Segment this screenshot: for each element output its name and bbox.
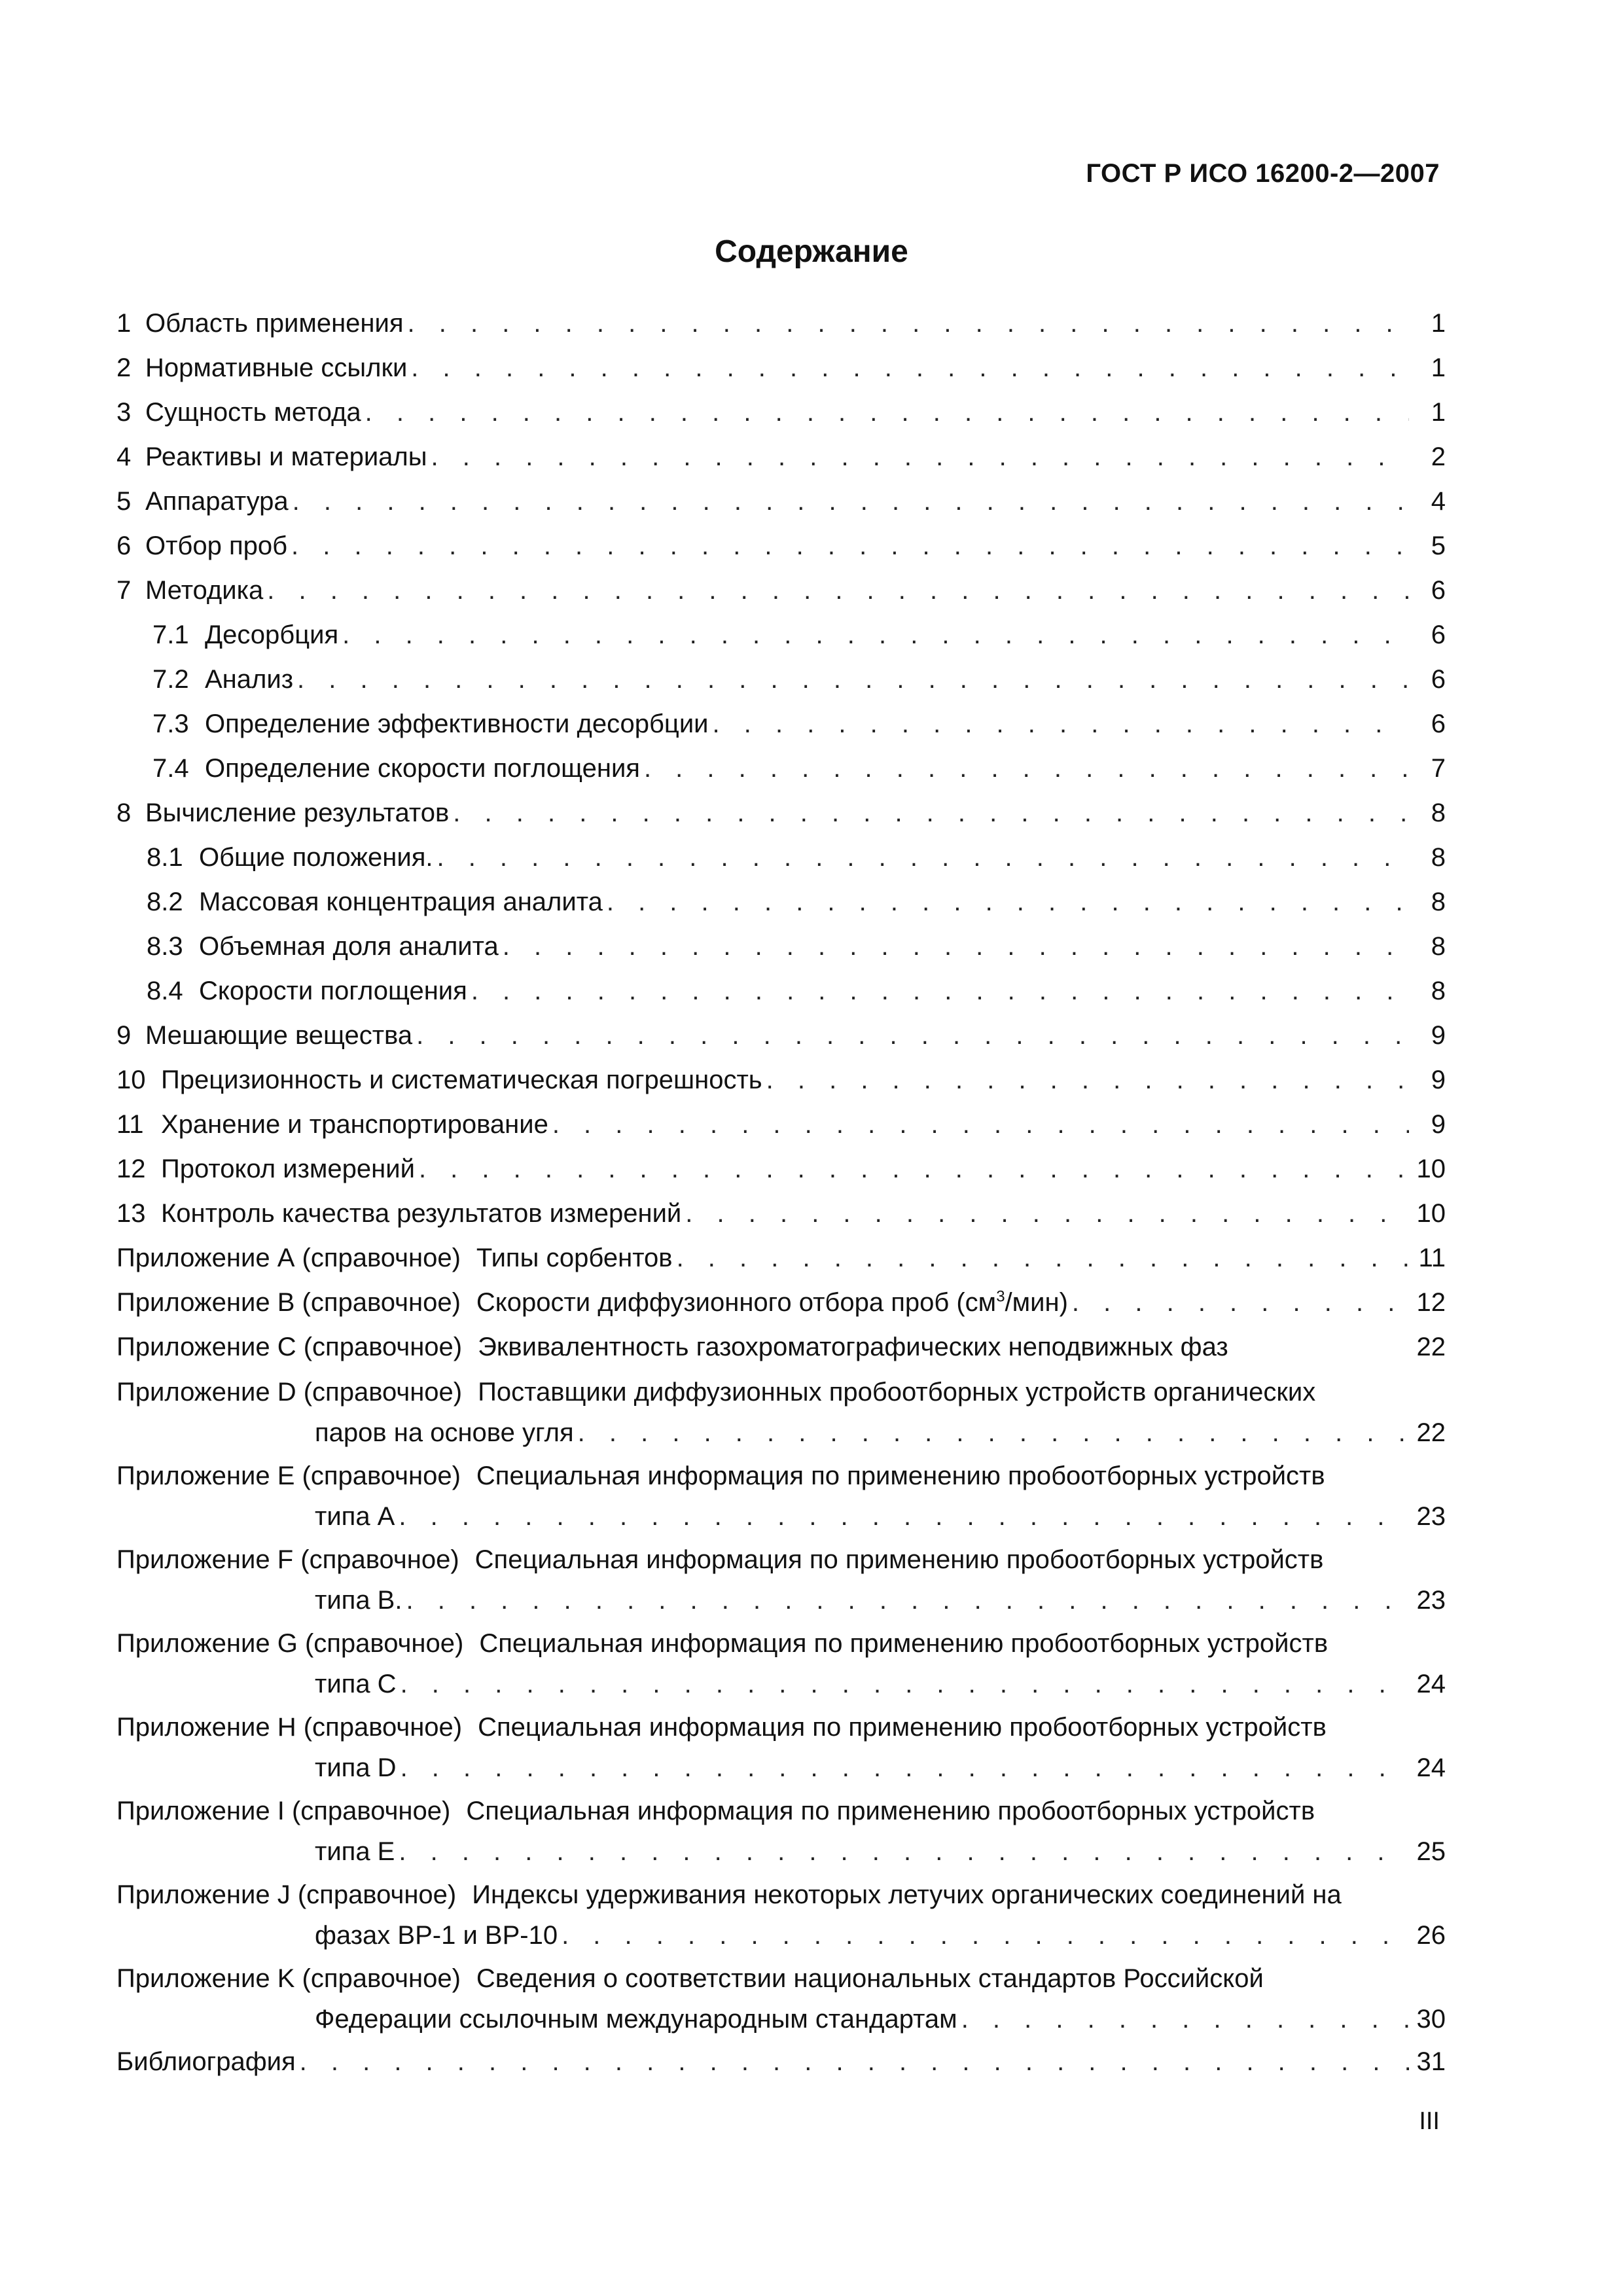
toc-item-title: Скорости поглощения bbox=[199, 977, 467, 1005]
toc-item-number: 7 bbox=[116, 576, 132, 605]
annex-page: 23 bbox=[1416, 1586, 1446, 1615]
toc-item-5[interactable] bbox=[116, 479, 1446, 524]
toc-item-title: Определение эффективности десорбции bbox=[205, 709, 709, 738]
toc-annex-c[interactable] bbox=[116, 1325, 1446, 1369]
toc-item-number: 9 bbox=[116, 1021, 132, 1050]
toc-leader bbox=[713, 708, 1409, 740]
toc-leader bbox=[471, 975, 1409, 1007]
annex-label: Приложение В (справочное) bbox=[116, 1288, 461, 1317]
toc-annex-j[interactable] bbox=[116, 1874, 1446, 1956]
annex-title: Эквивалентность газохроматографических неподвижных фаз bbox=[478, 1333, 1228, 1361]
toc-item-8-2[interactable] bbox=[116, 880, 1446, 924]
toc-annex-k[interactable] bbox=[116, 1958, 1446, 2039]
document-code: ГОСТ Р ИСО 16200-2—2007 bbox=[1086, 159, 1440, 188]
toc-item-3[interactable] bbox=[116, 390, 1446, 435]
toc-item-page: 10 bbox=[1416, 1199, 1446, 1228]
annex-label: Приложение I (справочное) bbox=[116, 1797, 451, 1825]
annex-title-continuation: типа А bbox=[315, 1502, 395, 1531]
annex-page: 24 bbox=[1416, 1753, 1446, 1782]
toc-item-page: 1 bbox=[1431, 353, 1446, 382]
toc-bibliography[interactable] bbox=[116, 2039, 1446, 2084]
toc-leader bbox=[297, 664, 1409, 695]
toc-item-7[interactable] bbox=[116, 568, 1446, 613]
toc-item-number: 7.1 bbox=[152, 620, 189, 649]
bibliography-page: 31 bbox=[1416, 2047, 1446, 2076]
toc-leader bbox=[607, 886, 1409, 918]
toc-item-8[interactable] bbox=[116, 791, 1446, 835]
toc-item-page: 10 bbox=[1416, 1155, 1446, 1183]
toc-leader bbox=[408, 308, 1409, 339]
annex-title: Специальная информация по применению пробоотборных устройств bbox=[478, 1713, 1327, 1742]
annex-label: Приложение Н (справочное) bbox=[116, 1713, 463, 1742]
toc-leader bbox=[419, 1153, 1409, 1185]
toc-annex-h[interactable] bbox=[116, 1707, 1446, 1788]
toc-leader bbox=[411, 352, 1409, 384]
toc-item-number: 3 bbox=[116, 398, 132, 427]
toc-item-title: Определение скорости поглощения bbox=[205, 754, 640, 783]
annex-title: Индексы удерживания некоторых летучих органических соединений на bbox=[472, 1880, 1342, 1909]
toc-leader bbox=[578, 1417, 1409, 1448]
toc-item-number: 7.4 bbox=[152, 754, 189, 783]
annex-title-continuation: Федерации ссылочным международным стандартам bbox=[315, 2005, 957, 2034]
toc-item-title: Сущность метода bbox=[145, 398, 361, 427]
toc-item-page: 5 bbox=[1431, 531, 1446, 560]
toc-annex-d[interactable] bbox=[116, 1372, 1446, 1453]
toc-item-number: 12 bbox=[116, 1155, 146, 1183]
toc-leader bbox=[961, 2003, 1409, 2035]
annex-page: 22 bbox=[1416, 1333, 1446, 1361]
toc-item-title: Контроль качества результатов измерений bbox=[161, 1199, 682, 1228]
annex-page: 24 bbox=[1416, 1670, 1446, 1698]
toc-annex-i[interactable] bbox=[116, 1791, 1446, 1872]
toc-item-page: 2 bbox=[1431, 442, 1446, 471]
toc-leader bbox=[437, 842, 1409, 873]
annex-page: 22 bbox=[1416, 1418, 1446, 1447]
toc-item-title: Аппаратура bbox=[145, 487, 289, 516]
toc-leader bbox=[399, 1501, 1409, 1532]
toc-item-1[interactable] bbox=[116, 301, 1446, 346]
toc-item-number: 10 bbox=[116, 1066, 146, 1094]
toc-item-page: 6 bbox=[1431, 576, 1446, 605]
toc-item-title: Общие положения. bbox=[199, 843, 433, 872]
toc-item-page: 9 bbox=[1431, 1066, 1446, 1094]
annex-title-continuation: типа D bbox=[315, 1753, 397, 1782]
annex-title-continuation: фазах ВР-1 и ВР-10 bbox=[315, 1921, 558, 1950]
annex-title: Специальная информация по применению пробоотборных устройств bbox=[476, 1462, 1325, 1490]
toc-leader bbox=[406, 1585, 1409, 1616]
annex-page: 11 bbox=[1418, 1244, 1446, 1272]
annex-page: 30 bbox=[1416, 2005, 1446, 2034]
toc-leader bbox=[685, 1198, 1409, 1229]
annex-title: Специальная информация по применению пробоотборных устройств bbox=[466, 1797, 1315, 1825]
annex-label: Приложение Е (справочное) bbox=[116, 1462, 461, 1490]
toc-item-title: Массовая концентрация аналита bbox=[199, 888, 603, 916]
toc-leader bbox=[401, 1752, 1409, 1784]
table-of-contents bbox=[116, 301, 1446, 2084]
toc-item-title: Отбор проб bbox=[145, 531, 288, 560]
toc-item-8-3[interactable] bbox=[116, 924, 1446, 969]
toc-leader bbox=[399, 1836, 1409, 1867]
toc-leader bbox=[562, 1920, 1409, 1951]
annex-title: Специальная информация по применению пробоотборных устройств bbox=[474, 1545, 1324, 1574]
page-number: III bbox=[1419, 2108, 1440, 2135]
toc-item-page: 1 bbox=[1431, 309, 1446, 338]
toc-annex-b[interactable] bbox=[116, 1280, 1446, 1325]
toc-item-7-1[interactable] bbox=[116, 613, 1446, 657]
toc-item-title: Мешающие вещества bbox=[145, 1021, 413, 1050]
toc-leader bbox=[552, 1109, 1409, 1140]
toc-item-page: 8 bbox=[1431, 977, 1446, 1005]
toc-item-8-4[interactable] bbox=[116, 969, 1446, 1013]
toc-leader bbox=[401, 1668, 1409, 1700]
annex-label: Приложение А (справочное) bbox=[116, 1244, 461, 1272]
toc-item-7-2[interactable] bbox=[116, 657, 1446, 702]
toc-item-number: 8.3 bbox=[147, 932, 183, 961]
toc-annex-e[interactable] bbox=[116, 1456, 1446, 1537]
toc-item-number: 7.3 bbox=[152, 709, 189, 738]
toc-annex-g[interactable] bbox=[116, 1623, 1446, 1704]
annex-title-continuation: типа С bbox=[315, 1670, 397, 1698]
toc-item-page: 9 bbox=[1431, 1110, 1446, 1139]
toc-item-13[interactable] bbox=[116, 1191, 1446, 1236]
toc-annex-f[interactable] bbox=[116, 1539, 1446, 1621]
superscript-3: 3 bbox=[996, 1287, 1005, 1306]
toc-item-12[interactable] bbox=[116, 1147, 1446, 1191]
toc-item-title: Протокол измерений bbox=[161, 1155, 415, 1183]
toc-item-page: 6 bbox=[1431, 620, 1446, 649]
annex-page: 23 bbox=[1416, 1502, 1446, 1531]
toc-leader bbox=[365, 397, 1409, 428]
toc-item-number: 4 bbox=[116, 442, 132, 471]
toc-leader bbox=[1072, 1287, 1409, 1318]
annex-page: 12 bbox=[1416, 1288, 1446, 1317]
toc-item-number: 2 bbox=[116, 353, 132, 382]
toc-item-number: 1 bbox=[116, 309, 132, 338]
annex-title-continuation: паров на основе угля bbox=[315, 1418, 574, 1447]
toc-item-page: 8 bbox=[1431, 888, 1446, 916]
annex-label: Приложение D (справочное) bbox=[116, 1378, 463, 1407]
toc-item-number: 5 bbox=[116, 487, 132, 516]
toc-item-page: 1 bbox=[1431, 398, 1446, 427]
toc-item-page: 4 bbox=[1431, 487, 1446, 516]
toc-item-number: 7.2 bbox=[152, 665, 189, 694]
toc-item-page: 6 bbox=[1431, 665, 1446, 694]
toc-item-7-3[interactable] bbox=[116, 702, 1446, 746]
annex-title: Поставщики диффузионных пробоотборных устройств органических bbox=[478, 1378, 1316, 1407]
annex-page: 26 bbox=[1416, 1921, 1446, 1950]
toc-item-number: 8.2 bbox=[147, 888, 183, 916]
toc-item-title: Десорбция bbox=[205, 620, 339, 649]
toc-item-title: Реактивы и материалы bbox=[145, 442, 427, 471]
toc-item-title: Анализ bbox=[205, 665, 294, 694]
toc-leader bbox=[453, 797, 1409, 829]
toc-title: Содержание bbox=[715, 234, 908, 269]
toc-item-10[interactable] bbox=[116, 1058, 1446, 1102]
toc-item-number: 8.4 bbox=[147, 977, 183, 1005]
toc-leader bbox=[503, 931, 1409, 962]
toc-item-page: 7 bbox=[1431, 754, 1446, 783]
toc-item-title: Область применения bbox=[145, 309, 404, 338]
annex-label: Приложение J (справочное) bbox=[116, 1880, 457, 1909]
annex-title: Сведения о соответствии национальных стандартов Российской bbox=[476, 1964, 1264, 1993]
toc-item-page: 8 bbox=[1431, 932, 1446, 961]
annex-title: Скорости диффузионного отбора проб $(см^3/мин)$ bbox=[476, 1287, 1068, 1317]
toc-leader bbox=[644, 753, 1409, 784]
toc-item-title: Вычисление результатов bbox=[145, 798, 450, 827]
toc-annex-a[interactable] bbox=[116, 1236, 1446, 1280]
toc-item-11[interactable] bbox=[116, 1102, 1446, 1147]
toc-leader bbox=[267, 575, 1409, 606]
annex-label: Приложение K (справочное) bbox=[116, 1964, 461, 1993]
annex-title: Типы сорбентов bbox=[476, 1244, 673, 1272]
toc-item-page: 8 bbox=[1431, 798, 1446, 827]
toc-leader bbox=[342, 619, 1409, 651]
annex-title-continuation: типа Е bbox=[315, 1837, 395, 1866]
toc-item-number: 6 bbox=[116, 531, 132, 560]
toc-item-6[interactable] bbox=[116, 524, 1446, 568]
toc-item-number: 11 bbox=[116, 1110, 144, 1139]
toc-item-page: 8 bbox=[1431, 843, 1446, 872]
toc-item-number: 8 bbox=[116, 798, 132, 827]
annex-label: Приложение С (справочное) bbox=[116, 1333, 463, 1361]
toc-leader bbox=[416, 1020, 1409, 1051]
toc-leader bbox=[677, 1242, 1409, 1274]
toc-item-8-1[interactable] bbox=[116, 835, 1446, 880]
bibliography-title: Библиография bbox=[116, 2047, 296, 2076]
toc-leader bbox=[766, 1064, 1409, 1096]
toc-item-title: Прецизионность и систематическая погрешность bbox=[161, 1066, 762, 1094]
toc-item-page: 6 bbox=[1431, 709, 1446, 738]
annex-label: Приложение F (справочное) bbox=[116, 1545, 459, 1574]
toc-item-page: 9 bbox=[1431, 1021, 1446, 1050]
toc-item-4[interactable] bbox=[116, 435, 1446, 479]
toc-item-title: Нормативные ссылки bbox=[145, 353, 408, 382]
toc-item-title: Методика bbox=[145, 576, 264, 605]
annex-title-continuation: типа В. bbox=[315, 1586, 402, 1615]
toc-leader bbox=[300, 2046, 1409, 2077]
toc-item-7-4[interactable] bbox=[116, 746, 1446, 791]
toc-leader bbox=[293, 486, 1409, 517]
toc-item-title: Объемная доля аналита bbox=[199, 932, 499, 961]
toc-item-number: 13 bbox=[116, 1199, 146, 1228]
toc-leader bbox=[431, 441, 1409, 473]
toc-item-2[interactable] bbox=[116, 346, 1446, 390]
annex-page: 25 bbox=[1416, 1837, 1446, 1866]
annex-title: Специальная информация по применению пробоотборных устройств bbox=[479, 1629, 1329, 1658]
toc-item-9[interactable] bbox=[116, 1013, 1446, 1058]
toc-item-title: Хранение и транспортирование bbox=[161, 1110, 548, 1139]
toc-item-number: 8.1 bbox=[147, 843, 183, 872]
annex-label: Приложение G (справочное) bbox=[116, 1629, 464, 1658]
toc-leader bbox=[291, 530, 1409, 562]
